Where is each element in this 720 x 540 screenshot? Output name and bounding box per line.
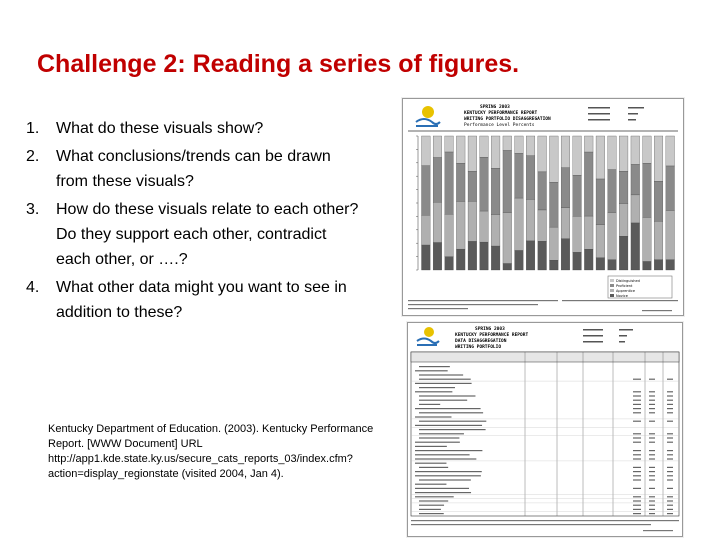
bar-segment [596,258,605,270]
bar-segment [631,136,640,164]
bar-segment [538,172,547,210]
question-number: 2. [26,148,40,165]
bar-segment [550,136,559,182]
bar-segment [596,179,605,225]
bar-segment [561,239,570,270]
bar-segment [515,153,524,198]
bar-segment [550,260,559,270]
bar-segment [468,171,477,201]
legend-label: Novice [616,294,628,298]
bar-segment [573,136,582,175]
bar-segment [538,210,547,241]
bar-segment [643,262,652,270]
bar-segment [666,210,675,259]
bar-segment [573,216,582,252]
question-item [22,116,362,141]
bar-segment [491,136,500,168]
bar-segment [538,241,547,270]
bar-segment [456,201,465,249]
question-list [22,116,362,328]
report-header-line: WRITING PORTFOLIO DISAGGREGATION [464,117,551,122]
bar-segment [445,257,454,270]
bar-segment [526,199,535,241]
bar-segment [584,152,593,216]
bar-segment [468,201,477,241]
bar-segment [456,136,465,163]
question-item [22,144,362,194]
bar-segment [433,136,442,158]
legend-label: Proficient [616,284,633,288]
question-item [22,197,362,272]
bar-segment [491,168,500,214]
report-header-line: WRITING PORTFOLIO [455,345,502,350]
bar-segment [456,163,465,201]
bar-segment [433,202,442,242]
bar-segment [433,243,442,270]
bar-segment [608,170,617,213]
performance-report-figure [402,98,684,316]
question-number: 1. [26,120,40,137]
chart-legend [608,276,672,298]
bar-segment [422,215,431,245]
question-text: What conclusions/trends can be drawn from these visuals? [56,148,331,190]
bar-segment [561,208,570,239]
bar-segment [433,158,442,203]
bar-segment [608,213,617,260]
bar-segment [643,217,652,261]
bar-segment [584,216,593,249]
bar-segment [631,164,640,194]
bar-segment [503,264,512,270]
bar-segment [550,227,559,260]
report-header-line: KENTUCKY PERFORMANCE REPORT [464,111,538,116]
bar-segment [456,249,465,270]
bar-segment [573,175,582,216]
bar-segment [550,182,559,227]
performance-report-image [402,98,684,316]
bar-segment [422,166,431,215]
bar-segment [445,214,454,257]
question-text: What other data might you want to see in addition to these? [56,279,347,321]
report-header-line: KENTUCKY PERFORMANCE REPORT [455,333,529,338]
bar-segment [503,151,512,213]
bar-segment [468,136,477,171]
bar-segment [596,225,605,258]
bar-segment [584,136,593,152]
report-header-line: Performance Level Percents [464,123,535,128]
bar-segment [654,181,663,221]
bar-segment [619,236,628,270]
bar-segment [491,215,500,247]
bar-segment [654,136,663,181]
data-disaggregation-image [407,322,683,537]
legend-label: Apprentice [616,289,635,293]
report-header-line: SPRING 2003 [475,327,505,332]
bar-segment [596,136,605,179]
bar-segment [631,195,640,223]
bar-segment [654,260,663,270]
question-text: How do these visuals relate to each other? Do they support each other, contradict each other, or ….? [56,201,359,268]
question-number: 4. [26,279,40,296]
bar-segment [608,260,617,270]
bar-segment [491,246,500,270]
bar-segment [445,152,454,214]
bar-segment [503,213,512,264]
bar-segment [526,241,535,270]
bar-segment [422,245,431,270]
question-item [22,275,362,325]
bar-segment [643,136,652,163]
bar-segment [515,136,524,153]
bar-segment [526,156,535,200]
bar-segment [654,221,663,260]
legend-label: Distinguished [616,279,640,283]
bar-segment [561,168,570,208]
bar-segment [561,136,570,168]
bar-segment [573,252,582,270]
slide-title: Challenge 2: Reading a series of figures. [37,50,520,78]
citation: Kentucky Department of Education. (2003). Kentucky Performance Report. [WWW Document] URL http://app1.kde.state.ky.us/secure_cats_reports_03/index.cfm?action=display_regionstate (visited 2004, Jan 4). [48,423,374,480]
data-disaggregation-figure [407,322,683,537]
bar-segment [619,204,628,237]
bar-segment [480,211,489,242]
bar-segment [619,136,628,171]
report-header-line: DATA DISAGGREGATION [455,339,507,344]
question-number: 3. [26,201,40,218]
bar-segment [608,136,617,170]
bar-segment [666,260,675,270]
bar-segment [515,251,524,270]
question-text: What do these visuals show? [56,120,264,137]
bar-segment [538,136,547,172]
bar-segment [480,242,489,270]
bar-segment [526,136,535,156]
bar-segment [643,163,652,217]
bar-segment [666,166,675,210]
bar-segment [619,171,628,203]
bar-segment [666,136,675,166]
bar-segment [480,136,489,157]
bar-segment [445,136,454,152]
report-header-line: SPRING 2003 [480,105,510,110]
bar-segment [468,241,477,270]
bar-segment [631,223,640,270]
bar-segment [480,157,489,211]
bar-segment [584,249,593,270]
bar-segment [422,136,431,166]
bar-segment [503,136,512,151]
bar-segment [515,198,524,250]
